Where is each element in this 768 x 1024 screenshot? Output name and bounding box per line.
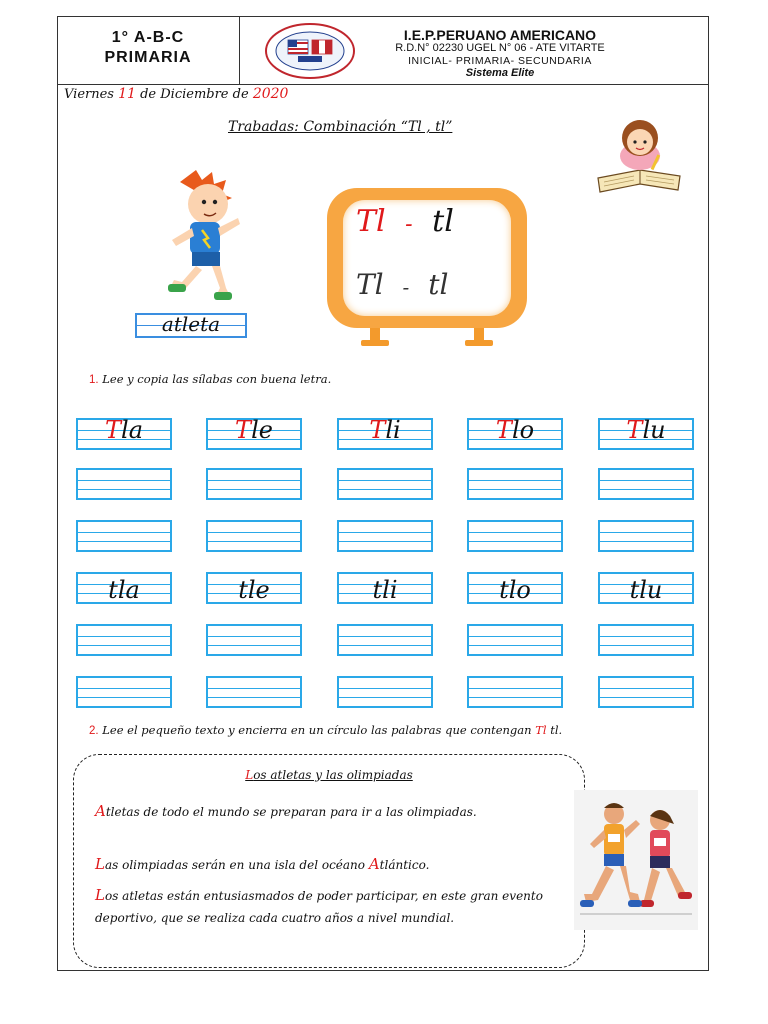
syllable-upper-5 (598, 416, 694, 444)
school-levels: INICIAL- PRIMARIA- SECUNDARIA (408, 55, 592, 67)
level-label: PRIMARIA (104, 49, 192, 66)
story-title-text: os atletas y las olimpiadas (253, 768, 413, 782)
school-system: Sistema Elite (465, 67, 535, 79)
girl-reading-icon (594, 112, 684, 196)
writing-box-r2-c3[interactable] (337, 468, 433, 500)
writing-box-r6-c2[interactable] (206, 676, 302, 708)
story-title (73, 768, 585, 782)
syllable-upper-4 (467, 416, 563, 444)
writing-box-r5-c5[interactable] (598, 624, 694, 656)
date-year: 2020 (252, 86, 289, 102)
writing-box-r5-c3[interactable] (337, 624, 433, 656)
paragraph-2-cap: L (95, 855, 105, 873)
writing-box-r5-c2[interactable] (206, 624, 302, 656)
writing-box-r2-c4[interactable] (467, 468, 563, 500)
writing-box-r5-c4[interactable] (467, 624, 563, 656)
paragraph-2-cap2: A (368, 855, 380, 873)
syllable-rest: la (121, 416, 143, 444)
instruction-2-text: Lee el pequeño texto y encierra en un círculo las palabras que contengan (102, 723, 532, 737)
syllable-lower-5: tlu (629, 576, 663, 604)
writing-box-r6-c1[interactable] (76, 676, 172, 708)
worksheet-title: Trabadas: Combinación “Tl , tl” (228, 119, 453, 135)
writing-box-r6-c5[interactable] (598, 676, 694, 708)
writing-box-r3-c2[interactable] (206, 520, 302, 552)
writing-box-r3-c5[interactable] (598, 520, 694, 552)
example-word: atleta (161, 312, 221, 336)
syllable-rest: lu (642, 416, 666, 444)
board-dash: - (405, 212, 413, 237)
syllable-cap: T (369, 416, 386, 444)
syllable-lower-3: tli (372, 576, 398, 604)
writing-box-r2-c2[interactable] (206, 468, 302, 500)
instruction-2-highlight: Tl (535, 723, 547, 737)
paragraph-2-text: as olimpiadas serán en una isla del océano (104, 858, 369, 872)
syllable-cap: T (235, 416, 252, 444)
story-paragraph-1 (95, 800, 565, 823)
story-title-cap: L (245, 768, 254, 782)
grade-block (57, 28, 239, 68)
syllable-rest: lo (511, 416, 535, 444)
syllable-cap: T (105, 416, 122, 444)
writing-box-r3-c1[interactable] (76, 520, 172, 552)
paragraph-3-text: os atletas están entusiasmados de poder participar, en este gran evento deportivo, que se realiza cada cuatro años a nivel mundial. (95, 889, 543, 925)
date-line (64, 86, 288, 102)
header-divider (239, 16, 240, 85)
paragraph-1-cap: A (95, 802, 106, 820)
writing-box-r3-c3[interactable] (337, 520, 433, 552)
writing-box-r2-c1[interactable] (76, 468, 172, 500)
paragraph-2-tail: tlántico. (379, 858, 430, 872)
board-print-line (356, 204, 454, 239)
instruction-1 (89, 372, 331, 386)
board-upper-cursive: Tl (356, 268, 384, 301)
paragraph-1-text: tletas de todo el mundo se preparan para ir a las olimpiadas. (105, 805, 477, 819)
board-lower-cursive: tl (428, 268, 449, 301)
board-foot-left (361, 340, 389, 346)
school-resolution: R.D.N° 02230 UGEL N° 06 - ATE VITARTE (395, 42, 605, 54)
runners-icon (574, 790, 698, 930)
syllable-lower-1: tla (108, 576, 140, 604)
syllable-upper-3 (337, 416, 433, 444)
board-cursive-line (356, 268, 448, 301)
instruction-2-tail: tl. (550, 723, 563, 737)
writing-box-r6-c4[interactable] (467, 676, 563, 708)
date-of: de (232, 87, 249, 102)
syllable-cap: T (495, 416, 512, 444)
writing-box-r2-c5[interactable] (598, 468, 694, 500)
syllable-lower-4: tlo (499, 576, 531, 604)
school-name: I.E.P.PERUANO AMERICANO (403, 27, 597, 43)
date-connector: de (140, 87, 157, 102)
instruction-1-text: Lee y copia las sílabas con buena letra. (102, 372, 332, 386)
instruction-2 (89, 723, 562, 737)
story-paragraph-3 (95, 884, 565, 929)
date-day: Viernes (64, 87, 114, 102)
date-number: 11 (118, 86, 136, 102)
board-lower: tl (432, 204, 454, 239)
paragraph-3-cap: L (95, 886, 105, 904)
running-boy-icon (152, 170, 248, 300)
board-upper: Tl (356, 204, 386, 239)
writing-box-r3-c4[interactable] (467, 520, 563, 552)
syllable-upper-2 (206, 416, 302, 444)
school-logo-icon (262, 22, 358, 80)
grade-label: 1° A-B-C (111, 29, 185, 46)
board-foot-right (465, 340, 493, 346)
story-paragraph-2 (95, 853, 565, 876)
syllable-rest: li (385, 416, 401, 444)
syllable-upper-1 (76, 416, 172, 444)
syllable-cap: T (626, 416, 643, 444)
date-month: Diciembre (160, 87, 229, 102)
writing-box-r5-c1[interactable] (76, 624, 172, 656)
writing-box-r6-c3[interactable] (337, 676, 433, 708)
board-dash-cursive: - (402, 275, 410, 299)
syllable-lower-2: tle (238, 576, 270, 604)
school-info (370, 28, 630, 80)
instruction-1-number: 1. (89, 374, 99, 386)
instruction-2-number: 2. (89, 725, 99, 737)
syllable-rest: le (251, 416, 273, 444)
